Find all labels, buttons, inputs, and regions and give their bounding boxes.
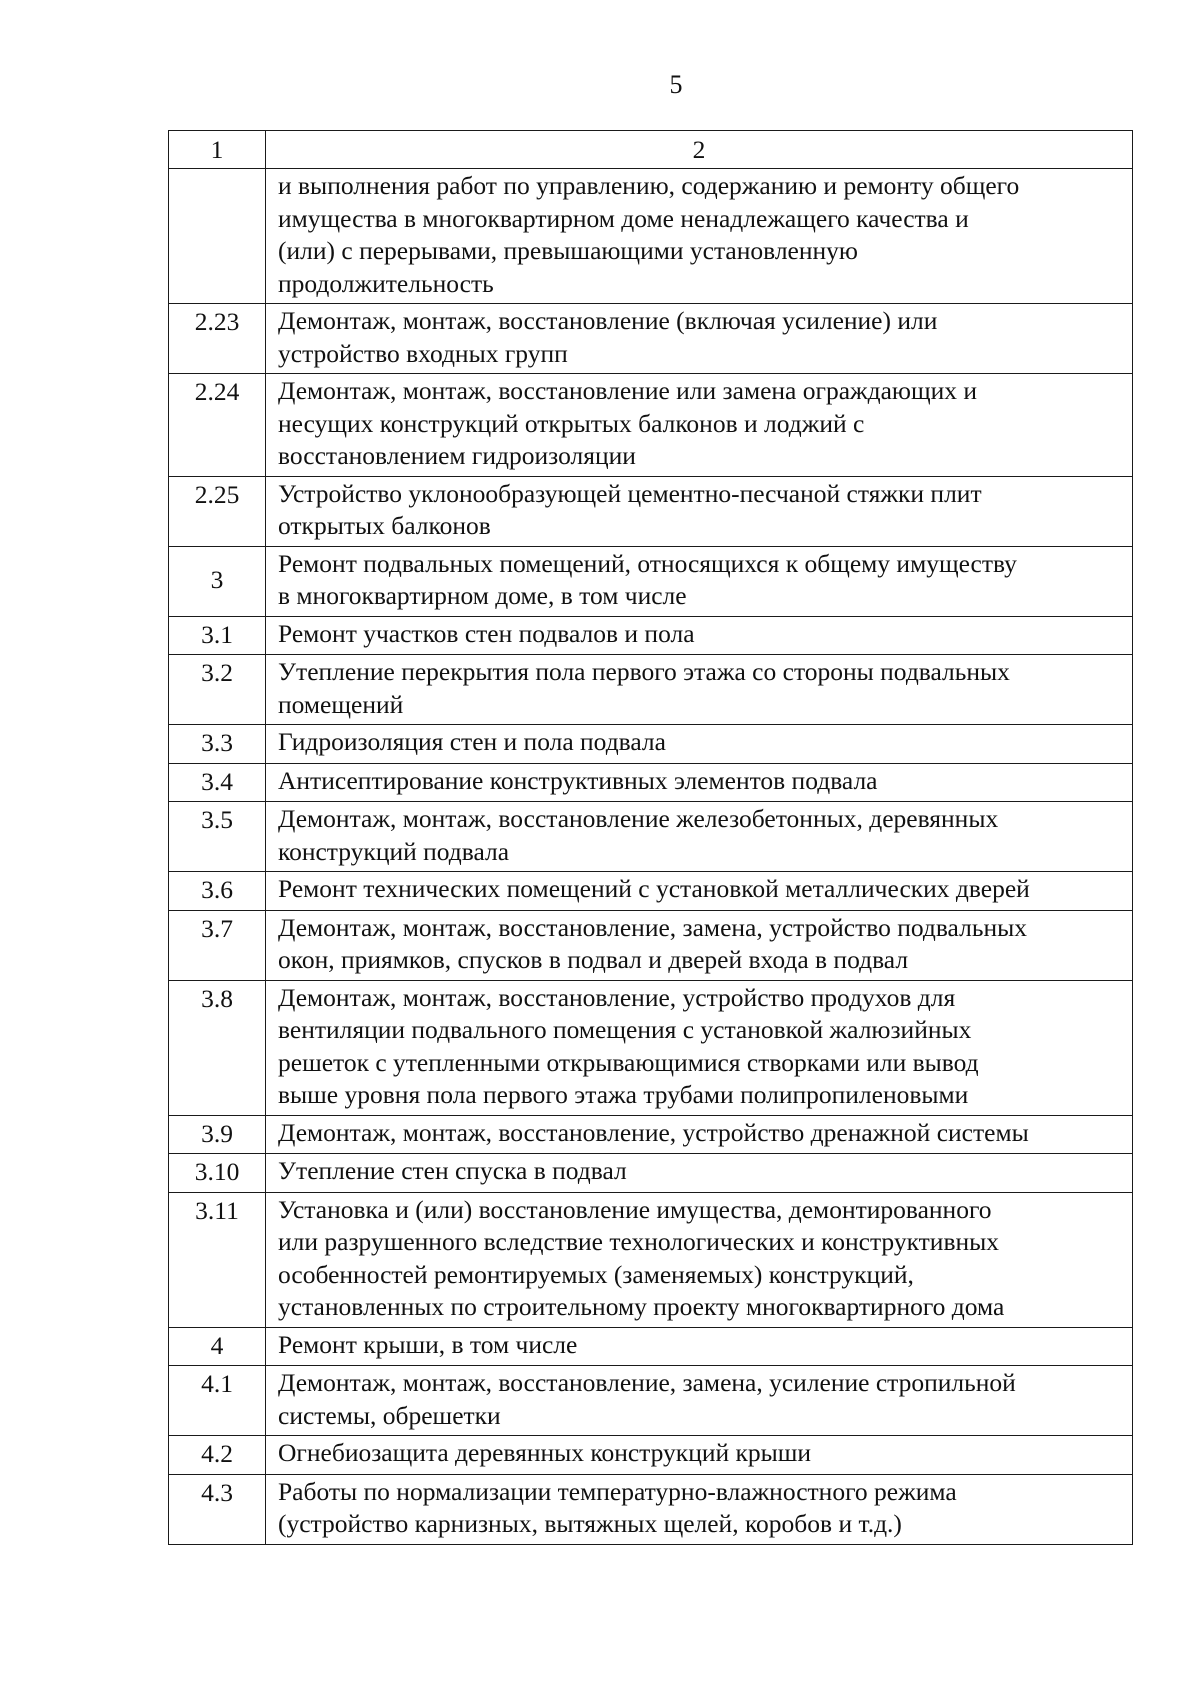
row-number: 4.3 [169, 1474, 266, 1544]
row-number: 4.1 [169, 1366, 266, 1436]
table-row [169, 763, 1133, 802]
table-row [169, 1474, 1133, 1544]
table-row [169, 476, 1133, 546]
row-number: 4 [169, 1327, 266, 1366]
table-row [169, 802, 1133, 872]
row-text: и выполнения работ по управлению, содержанию и ремонту общего имущества в многоквартирном доме ненадлежащего качества и (или) с перерывами, превышающими установленную продолжительность [266, 169, 1133, 304]
table-row [169, 980, 1133, 1115]
row-text: Ремонт технических помещений с установкой металлических дверей [266, 872, 1133, 911]
row-text: Демонтаж, монтаж, восстановление (включая усиление) или устройство входных групп [266, 304, 1133, 374]
table-row [169, 1327, 1133, 1366]
table-row [169, 304, 1133, 374]
row-number: 3.10 [169, 1154, 266, 1193]
row-number: 3.5 [169, 802, 266, 872]
table-row [169, 872, 1133, 911]
row-text: Ремонт подвальных помещений, относящихся к общему имуществу в многоквартирном доме, в том числе [266, 546, 1133, 616]
row-number: 3.2 [169, 655, 266, 725]
row-text: Утепление перекрытия пола первого этажа со стороны подвальных помещений [266, 655, 1133, 725]
table-row [169, 655, 1133, 725]
row-number [169, 169, 266, 304]
row-text: Установка и (или) восстановление имущества, демонтированного или разрушенного вследствие технологических и конструктивных особенностей ремонтируемых (заменяемых) конструкций, установленных по строительному проекту многоквартирного дома [266, 1192, 1133, 1327]
row-text: Демонтаж, монтаж, восстановление, устройство продухов для вентиляции подвального помещения с установкой жалюзийных решеток с утепленными открывающимися створками или вывод выше уровня пола первого этажа трубами полипропиленовыми [266, 980, 1133, 1115]
row-text: Гидроизоляция стен и пола подвала [266, 725, 1133, 764]
header-column-number: 1 [169, 131, 266, 169]
table-row [169, 169, 1133, 304]
row-text: Демонтаж, монтаж, восстановление или замена ограждающих и несущих конструкций открытых балконов и лоджий с восстановлением гидроизоляции [266, 374, 1133, 477]
row-number: 3.9 [169, 1115, 266, 1154]
table-row [169, 1192, 1133, 1327]
row-number: 2.24 [169, 374, 266, 477]
table-row [169, 374, 1133, 477]
table-row [169, 616, 1133, 655]
row-text: Демонтаж, монтаж, восстановление железобетонных, деревянных конструкций подвала [266, 802, 1133, 872]
row-text: Демонтаж, монтаж, восстановление, замена, устройство подвальных окон, приямков, спусков в подвал и дверей входа в подвал [266, 910, 1133, 980]
row-text: Ремонт крыши, в том числе [266, 1327, 1133, 1366]
row-number: 3.3 [169, 725, 266, 764]
table-row [169, 725, 1133, 764]
row-number: 3.7 [169, 910, 266, 980]
row-text: Устройство уклонообразующей цементно-песчаной стяжки плит открытых балконов [266, 476, 1133, 546]
row-text: Демонтаж, монтаж, восстановление, устройство дренажной системы [266, 1115, 1133, 1154]
table-row [169, 1115, 1133, 1154]
row-text: Антисептирование конструктивных элементов подвала [266, 763, 1133, 802]
row-text: Работы по нормализации температурно-влажностного режима (устройство карнизных, вытяжных щелей, коробов и т.д.) [266, 1474, 1133, 1544]
row-number: 3.1 [169, 616, 266, 655]
row-number: 2.25 [169, 476, 266, 546]
page-number: 5 [669, 70, 683, 99]
row-number: 2.23 [169, 304, 266, 374]
header-column-description: 2 [266, 131, 1133, 169]
row-number: 3 [169, 546, 266, 616]
row-text: Ремонт участков стен подвалов и пола [266, 616, 1133, 655]
table-row [169, 546, 1133, 616]
works-table [168, 130, 1133, 1545]
table-row [169, 1154, 1133, 1193]
table-row [169, 910, 1133, 980]
row-number: 3.11 [169, 1192, 266, 1327]
table-row [169, 1436, 1133, 1475]
row-text: Демонтаж, монтаж, восстановление, замена, усиление стропильной системы, обрешетки [266, 1366, 1133, 1436]
table-row [169, 1366, 1133, 1436]
row-number: 4.2 [169, 1436, 266, 1475]
row-text: Огнебиозащита деревянных конструкций крыши [266, 1436, 1133, 1475]
row-number: 3.6 [169, 872, 266, 911]
table-header-row [169, 131, 1133, 169]
row-text: Утепление стен спуска в подвал [266, 1154, 1133, 1193]
row-number: 3.8 [169, 980, 266, 1115]
row-number: 3.4 [169, 763, 266, 802]
